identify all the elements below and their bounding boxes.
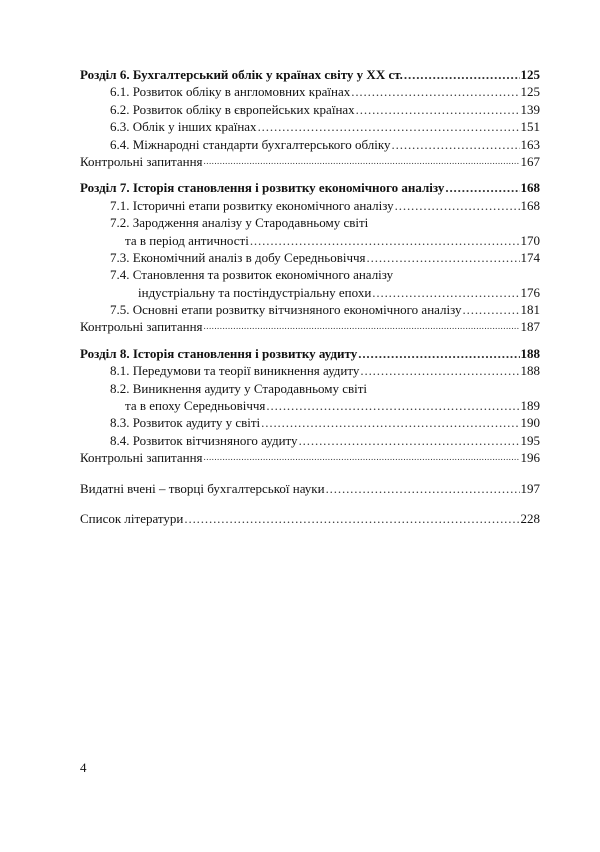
leader-dots [266, 397, 519, 414]
toc-entry-8-2-line1: 8.2. Виникнення аудиту у Стародавньому світі [110, 380, 368, 396]
toc-entry-7-3: 7.3. Економічний аналіз в добу Середньовіччя . . . 174 [80, 249, 540, 266]
spacer [80, 467, 540, 480]
toc-entry-7-5: 7.5. Основні етапи розвитку вітчизняного економічного аналізу . . . 181 [80, 301, 540, 318]
toc-entry-8-3: 8.3. Розвиток аудиту у світі . . . 190 [80, 414, 540, 431]
leader-dots [261, 414, 519, 431]
toc-entry-7-1: 7.1. Історичні етапи розвитку економічного аналізу . . . 168 [80, 197, 540, 214]
spacer [80, 497, 540, 510]
toc-entry-scholars: Видатні вчені – творці бухгалтерської науки . . . 197 [80, 480, 540, 497]
leader-dots [395, 197, 520, 214]
leader-dots [367, 249, 520, 266]
toc-entry-8-2: та в епоху Середньовіччя . . . 189 [80, 397, 540, 414]
page-number: 4 [80, 760, 87, 775]
toc-entry-6-4: 6.4. Міжнародні стандарти бухгалтерського обліку . . . 163 [80, 136, 540, 153]
leader-dots [258, 118, 520, 135]
toc-entry-8-1: 8.1. Передумови та теорії виникнення аудиту . . . 188 [80, 362, 540, 379]
toc-section-8-title: Розділ 8. Історія становлення і розвитку аудиту . . . 188 [80, 345, 540, 362]
toc-entry-7-2: та в період античності . . . 170 [80, 232, 540, 249]
toc-questions-6: Контрольні запитання . . . 167 [80, 153, 540, 170]
toc-section-7-title: Розділ 7. Історія становлення і розвитку економічного аналізу . . . 168 [80, 179, 540, 196]
table-of-contents [80, 66, 540, 527]
toc-entry-7-2-line1: 7.2. Зародження аналізу у Стародавньому світі [110, 215, 369, 231]
leader-dots [356, 101, 520, 118]
toc-entry-7-4-line1: 7.4. Становлення та розвиток економічного аналізу [110, 267, 394, 283]
leader-dots [184, 510, 519, 527]
spacer [80, 170, 540, 179]
toc-questions-8: Контрольні запитання . . . 196 [80, 449, 540, 466]
toc-entry-6-1: 6.1. Розвиток обліку в англомовних країнах . . . 125 [80, 83, 540, 100]
leader-dots [351, 83, 519, 100]
toc-section-6-title: Розділ 6. Бухгалтерський облік у країнах світу у XX ст. . . . 125 [80, 66, 540, 83]
leader-dots [326, 480, 520, 497]
leader-dots [204, 316, 520, 335]
spacer [80, 336, 540, 345]
leader-dots [360, 362, 519, 379]
toc-entry-7-4: індустріальну та постіндустріальну епохи . . . 176 [80, 284, 540, 301]
leader-dots [445, 179, 519, 196]
toc-questions-7: Контрольні запитання . . . 187 [80, 318, 540, 335]
toc-entry-6-3: 6.3. Облік у інших країнах . . . 151 [80, 118, 540, 135]
leader-dots [404, 66, 520, 83]
leader-dots [250, 232, 520, 249]
leader-dots [204, 151, 520, 170]
toc-entry-references: Список літератури . . . 228 [80, 510, 540, 527]
leader-dots [204, 447, 520, 466]
toc-entry-6-2: 6.2. Розвиток обліку в європейських країнах . . . 139 [80, 101, 540, 118]
toc-entry-8-4: 8.4. Розвиток вітчизняного аудиту . . . 195 [80, 432, 540, 449]
leader-dots [358, 345, 519, 362]
leader-dots [372, 284, 519, 301]
